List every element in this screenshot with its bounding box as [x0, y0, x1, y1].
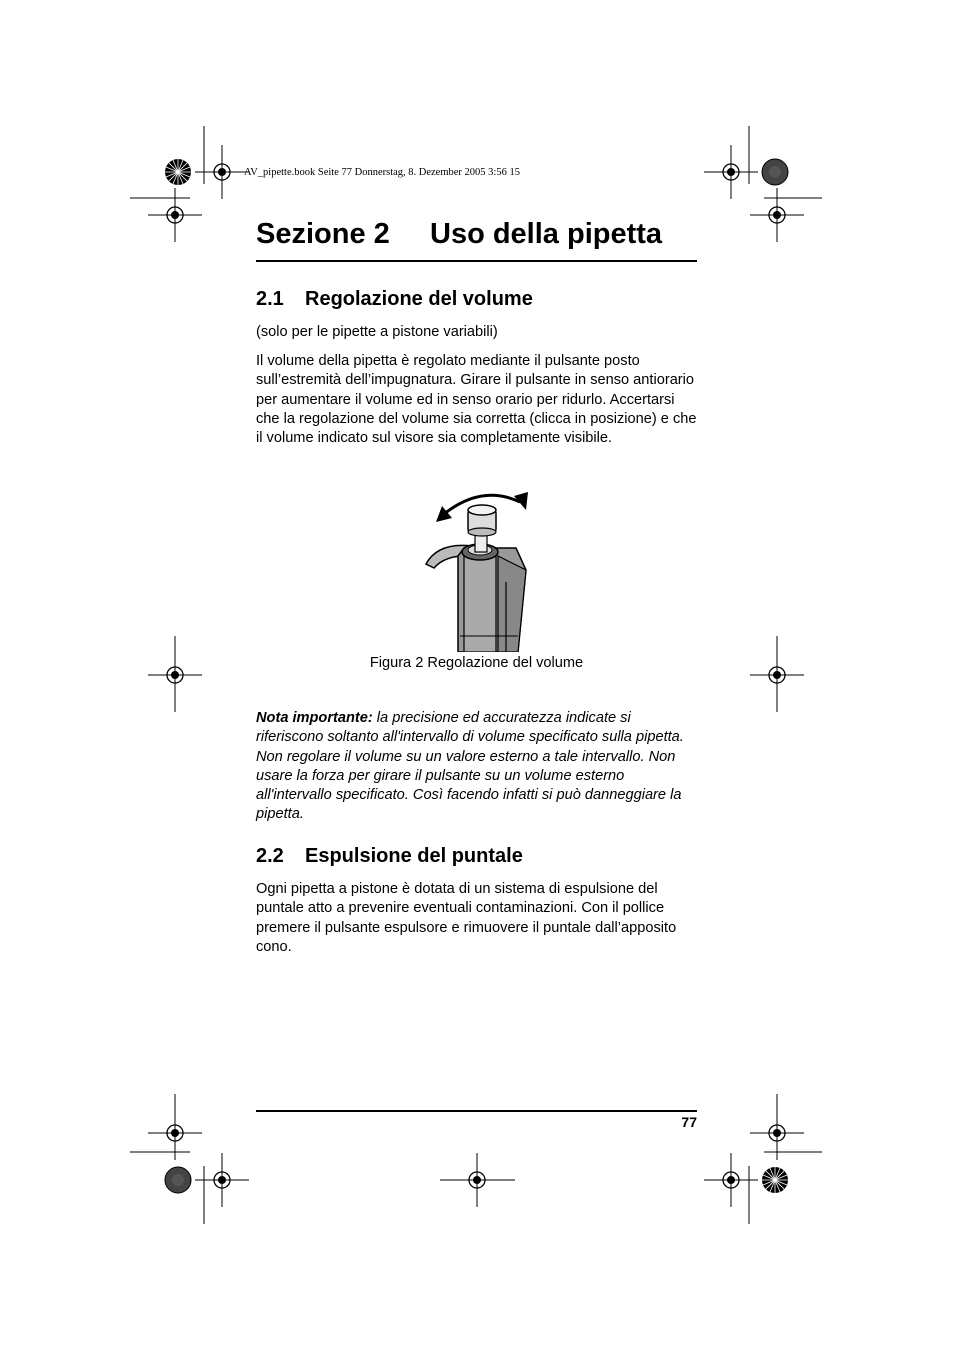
registration-mark — [704, 1153, 758, 1207]
registration-dark-mark — [165, 1167, 191, 1193]
print-slug: AV_pipette.book Seite 77 Donnerstag, 8. Dezember 2005 3:56 15 — [244, 167, 520, 178]
footer-rule — [256, 1110, 697, 1112]
subsection-heading-2-1 — [256, 288, 533, 311]
registration-mark — [704, 145, 758, 199]
subsection-number: 2.1 — [256, 288, 284, 310]
registration-dark-mark — [762, 159, 788, 185]
subsection-title: Regolazione del volume — [305, 288, 533, 310]
tip-ejection-paragraph: Ogni pipetta a pistone è dotata di un sistema di espulsione del puntale atto a prevenire eventuali contaminazioni. Con il pollice premere il pulsante espulsore e rimuovere il puntale dall’apposito cono. — [256, 881, 677, 955]
page-number: 77 — [681, 1114, 697, 1130]
note-text: la precisione ed accuratezza indicate si riferiscono soltanto all'intervallo di volume specificato sulla pipetta. Non regolare il volume su un valore esterno a tale intervallo. Non usare la forza per girare il pulsante su un volume esterno all'intervallo specificato. Così facendo infatti si può danneggiare la pipetta. — [256, 710, 684, 823]
subsection-title: Espulsione del puntale — [305, 845, 523, 867]
section-heading — [256, 218, 662, 251]
volume-adjust-paragraph: Il volume della pipetta è regolato mediante il pulsante posto sull’estremità dell’impugnatura. Girare il pulsante in senso antiorario per aumentare il volume ed in senso orario per ridurlo. Accertarsi che la regolazione del volume sia corretta (clicca in posizione) e che il volume indicato sul visore sia completamente visibile. — [256, 353, 697, 447]
registration-mark — [195, 1153, 249, 1207]
qualifier-text: (solo per le pipette a pistone variabili) — [256, 324, 498, 340]
registration-star-mark — [165, 159, 191, 185]
important-note — [256, 709, 701, 825]
subsection-number: 2.2 — [256, 845, 284, 867]
section-number: Sezione 2 — [256, 218, 390, 250]
section-title: Uso della pipetta — [430, 218, 663, 250]
note-label: Nota importante: — [256, 710, 373, 726]
registration-star-mark — [762, 1167, 788, 1193]
heading-rule — [256, 260, 697, 262]
registration-mark — [750, 188, 804, 242]
pipette-illustration — [420, 486, 540, 652]
figure-caption: Figura 2 Regolazione del volume — [369, 655, 584, 671]
registration-mark — [148, 188, 202, 242]
registration-mark — [195, 145, 249, 199]
subsection-heading-2-2 — [256, 845, 523, 868]
